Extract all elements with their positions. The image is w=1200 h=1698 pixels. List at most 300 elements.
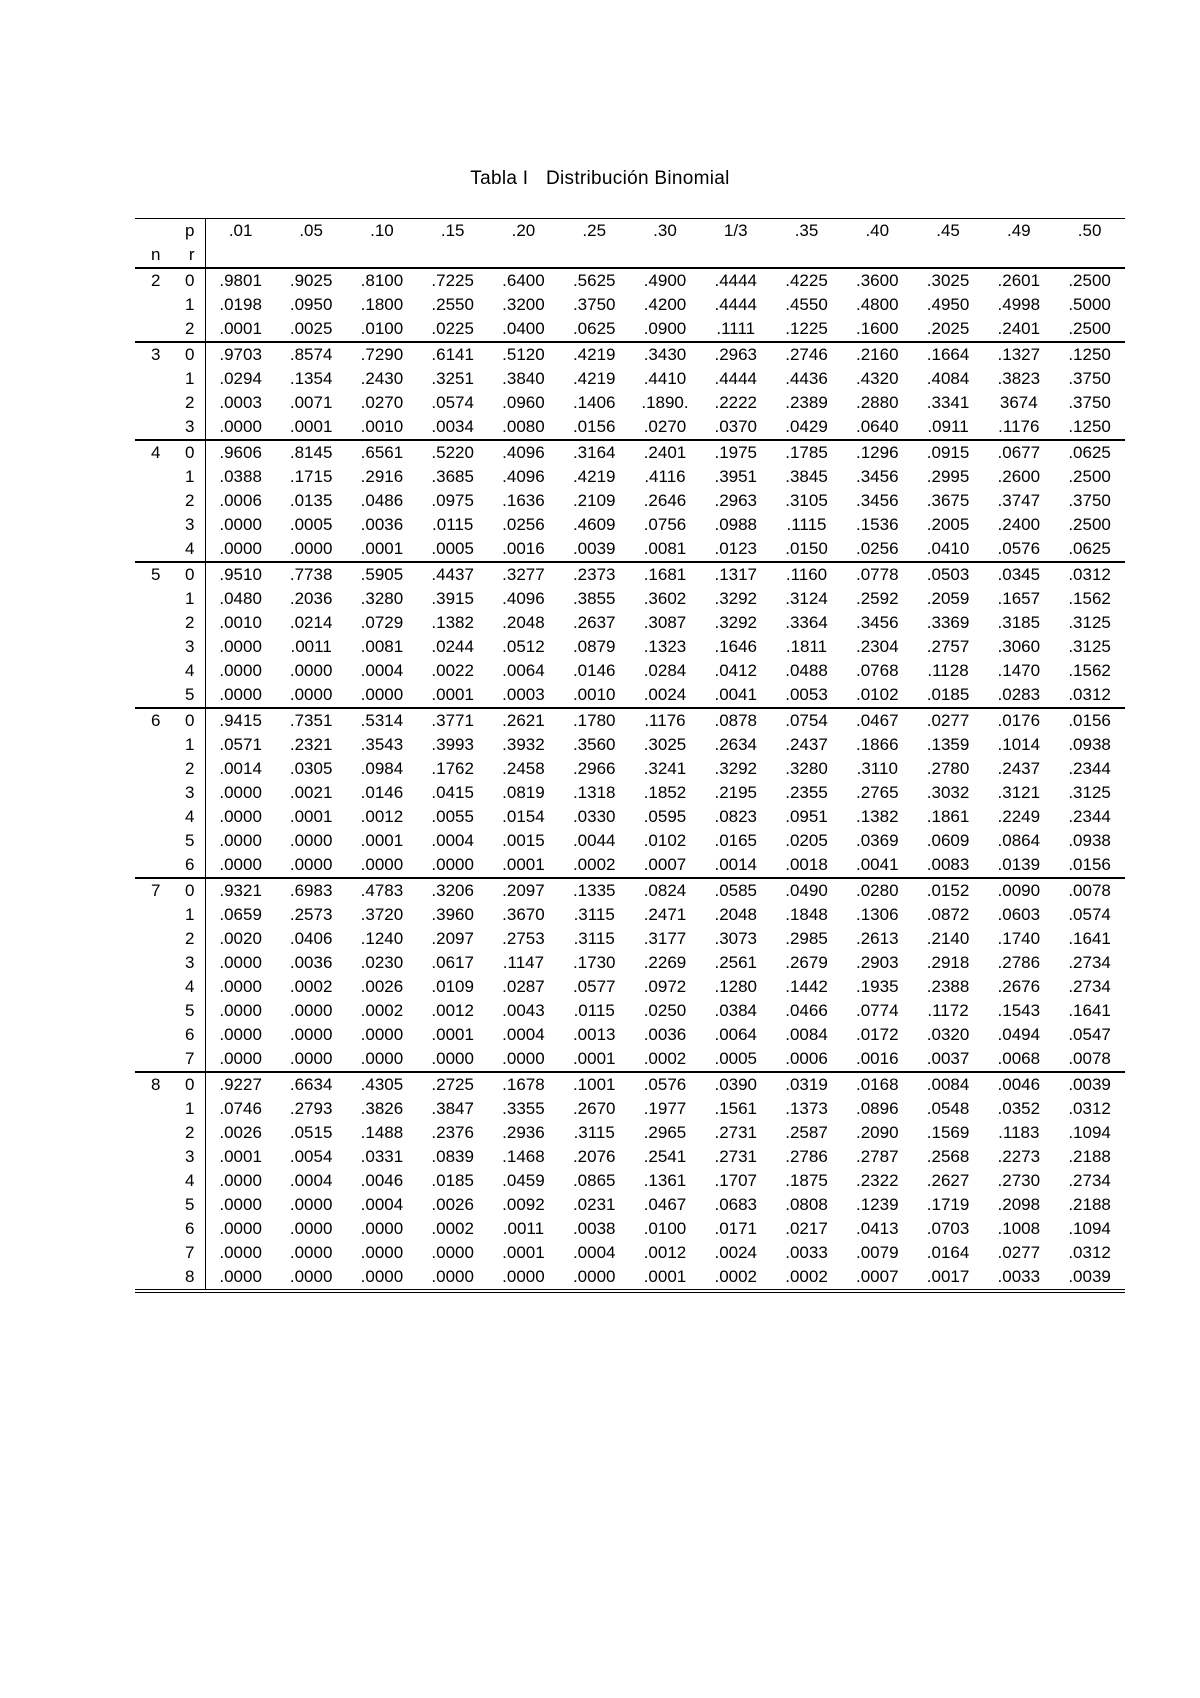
- probability-cell: .1488: [360, 1123, 404, 1142]
- probability-cell: .0595: [643, 807, 687, 826]
- probability-cell: .0839: [431, 1147, 474, 1166]
- probability-cell: .0283: [997, 685, 1041, 704]
- r-value: 5: [180, 999, 205, 1023]
- probability-cell: .0872: [926, 905, 970, 924]
- probability-cell: .2188: [1068, 1195, 1111, 1214]
- probability-cell: .0016: [856, 1049, 899, 1068]
- probability-cell: .1600: [856, 319, 899, 338]
- probability-cell: .0033: [785, 1243, 828, 1262]
- probability-cell: .0001: [289, 807, 333, 826]
- probability-cell: .1977: [643, 1099, 687, 1118]
- table-row: [135, 659, 1125, 683]
- probability-cell: .0503: [913, 562, 984, 587]
- probability-cell: .2963: [700, 342, 771, 367]
- probability-cell: .0002: [289, 977, 333, 996]
- probability-cell: .0467: [643, 1195, 687, 1214]
- probability-cell: .1323: [643, 637, 687, 656]
- table-row: [135, 1072, 1125, 1097]
- probability-cell: .1811: [785, 637, 828, 656]
- probability-cell: 3674: [999, 393, 1038, 412]
- probability-cell: .0071: [289, 393, 333, 412]
- r-value: 0: [180, 342, 205, 367]
- probability-cell: .3826: [360, 1099, 404, 1118]
- probability-cell: .0547: [1068, 1025, 1111, 1044]
- probability-cell: .0000: [219, 783, 262, 802]
- probability-cell: .0413: [856, 1219, 899, 1238]
- probability-cell: .0319: [771, 1072, 842, 1097]
- probability-cell: .4444: [714, 369, 758, 388]
- probability-cell: .6983: [276, 878, 347, 903]
- probability-cell: .0002: [572, 855, 616, 874]
- probability-cell: .9321: [205, 878, 276, 903]
- probability-cell: .0312: [1068, 1243, 1111, 1262]
- probability-cell: .0000: [488, 1265, 559, 1291]
- probability-cell: .3855: [572, 589, 616, 608]
- probability-cell: .0577: [572, 977, 616, 996]
- probability-cell: .1740: [997, 929, 1041, 948]
- r-value: 6: [180, 1023, 205, 1047]
- probability-cell: .0617: [431, 953, 474, 972]
- probability-cell: .4219: [572, 369, 616, 388]
- probability-cell: .0007: [643, 855, 687, 874]
- r-value: 3: [180, 951, 205, 975]
- probability-cell: .1707: [714, 1171, 758, 1190]
- table-row: [135, 293, 1125, 317]
- probability-cell: .2966: [572, 759, 616, 778]
- probability-cell: .5905: [347, 562, 418, 587]
- probability-cell: .2195: [714, 783, 758, 802]
- probability-cell: .2160: [842, 342, 913, 367]
- probability-cell: .2188: [1068, 1147, 1111, 1166]
- probability-cell: .9801: [205, 268, 276, 293]
- probability-cell: .2098: [997, 1195, 1041, 1214]
- table-row: [135, 1023, 1125, 1047]
- header-row-p: [135, 219, 1125, 244]
- r-value: 6: [180, 1217, 205, 1241]
- probability-cell: .0512: [502, 637, 545, 656]
- probability-cell: .0002: [360, 1001, 404, 1020]
- probability-cell: .0345: [983, 562, 1054, 587]
- probability-cell: .4609: [572, 515, 616, 534]
- probability-cell: .0034: [431, 417, 474, 436]
- probability-cell: .1296: [842, 440, 913, 465]
- probability-cell: .0000: [360, 1219, 404, 1238]
- probability-cell: .0287: [502, 977, 545, 996]
- probability-cell: .0044: [572, 831, 616, 850]
- probability-cell: .1280: [714, 977, 758, 996]
- probability-cell: .3560: [572, 735, 616, 754]
- probability-cell: .4900: [630, 268, 701, 293]
- p-value-header: 1/3: [700, 219, 771, 244]
- probability-cell: .2731: [714, 1147, 758, 1166]
- probability-cell: .0006: [785, 1049, 828, 1068]
- r-label: r: [180, 243, 205, 268]
- probability-cell: .0576: [630, 1072, 701, 1097]
- probability-cell: .2389: [785, 393, 828, 412]
- probability-cell: .0000: [360, 1025, 404, 1044]
- probability-cell: .3060: [997, 637, 1041, 656]
- probability-cell: .0975: [431, 491, 474, 510]
- probability-cell: .2025: [926, 319, 970, 338]
- probability-cell: .0084: [913, 1072, 984, 1097]
- p-label: p: [180, 219, 205, 244]
- probability-cell: .2036: [289, 589, 333, 608]
- probability-cell: .2734: [1068, 1171, 1111, 1190]
- probability-cell: .0277: [913, 708, 984, 733]
- probability-cell: .0390: [700, 1072, 771, 1097]
- probability-cell: .3292: [714, 589, 758, 608]
- probability-cell: .0021: [289, 783, 333, 802]
- p-value-header: .10: [347, 219, 418, 244]
- probability-cell: .0185: [431, 1171, 474, 1190]
- probability-cell: .0015: [502, 831, 545, 850]
- probability-cell: .3771: [417, 708, 488, 733]
- probability-cell: .0000: [205, 1265, 276, 1291]
- probability-cell: .4950: [926, 295, 970, 314]
- probability-cell: .4550: [785, 295, 828, 314]
- probability-cell: .3685: [431, 467, 474, 486]
- probability-cell: .2097: [488, 878, 559, 903]
- probability-cell: .0000: [219, 1001, 262, 1020]
- probability-cell: .3456: [856, 467, 899, 486]
- probability-cell: .1715: [289, 467, 333, 486]
- probability-cell: .1561: [714, 1099, 758, 1118]
- probability-cell: .0000: [219, 539, 262, 558]
- probability-cell: .1359: [926, 735, 970, 754]
- probability-cell: .0000: [219, 977, 262, 996]
- probability-cell: .2965: [643, 1123, 687, 1142]
- probability-cell: .0284: [643, 661, 687, 680]
- probability-cell: .1239: [856, 1195, 899, 1214]
- probability-cell: .0033: [983, 1265, 1054, 1291]
- probability-cell: .3241: [643, 759, 687, 778]
- probability-cell: .1875: [785, 1171, 828, 1190]
- probability-cell: .9025: [276, 268, 347, 293]
- probability-cell: .0330: [572, 807, 616, 826]
- p-value-header: .25: [559, 219, 630, 244]
- probability-cell: .2573: [289, 905, 333, 924]
- table-row: [135, 829, 1125, 853]
- p-value-header: .01: [205, 219, 276, 244]
- probability-cell: .0003: [219, 393, 262, 412]
- probability-cell: .0041: [856, 855, 899, 874]
- probability-cell: .0020: [219, 929, 262, 948]
- r-value: 7: [180, 1241, 205, 1265]
- probability-cell: .3747: [997, 491, 1041, 510]
- probability-cell: .0000: [219, 807, 262, 826]
- probability-cell: .0078: [1068, 1049, 1111, 1068]
- probability-cell: .0152: [913, 878, 984, 903]
- probability-cell: .3823: [997, 369, 1041, 388]
- probability-cell: .0972: [643, 977, 687, 996]
- probability-cell: .0000: [219, 953, 262, 972]
- probability-cell: .1852: [643, 783, 687, 802]
- table-row: [135, 1121, 1125, 1145]
- table-row: [135, 951, 1125, 975]
- probability-cell: .4305: [347, 1072, 418, 1097]
- probability-cell: .0038: [572, 1219, 616, 1238]
- probability-cell: .3456: [856, 613, 899, 632]
- probability-cell: .3456: [856, 491, 899, 510]
- r-value: 6: [180, 853, 205, 878]
- probability-cell: .6141: [417, 342, 488, 367]
- probability-cell: .3847: [431, 1099, 474, 1118]
- r-value: 2: [180, 757, 205, 781]
- probability-cell: .3105: [785, 491, 828, 510]
- probability-cell: .2059: [926, 589, 970, 608]
- probability-cell: .1115: [786, 515, 827, 534]
- probability-cell: .0171: [714, 1219, 758, 1238]
- probability-cell: .0603: [997, 905, 1041, 924]
- probability-cell: .3845: [785, 467, 828, 486]
- probability-cell: .0000: [219, 1025, 262, 1044]
- probability-cell: .1008: [997, 1219, 1041, 1238]
- probability-cell: .0000: [289, 1219, 333, 1238]
- probability-cell: .0068: [997, 1049, 1041, 1068]
- table-row: [135, 465, 1125, 489]
- probability-cell: .0217: [785, 1219, 828, 1238]
- r-value: 3: [180, 1145, 205, 1169]
- probability-cell: .3277: [488, 562, 559, 587]
- probability-cell: .2344: [1068, 807, 1111, 826]
- probability-cell: .7290: [347, 342, 418, 367]
- probability-cell: .0156: [572, 417, 616, 436]
- probability-cell: .1160: [771, 562, 842, 587]
- probability-cell: .0172: [856, 1025, 899, 1044]
- r-value: 2: [180, 611, 205, 635]
- probability-cell: .4116: [644, 467, 686, 486]
- probability-cell: .0165: [714, 831, 758, 850]
- probability-cell: .0000: [219, 661, 262, 680]
- probability-cell: .0677: [983, 440, 1054, 465]
- probability-cell: .1935: [856, 977, 899, 996]
- r-value: 4: [180, 537, 205, 562]
- probability-cell: .0494: [997, 1025, 1041, 1044]
- probability-cell: .2097: [431, 929, 474, 948]
- probability-cell: .4437: [417, 562, 488, 587]
- probability-cell: .0000: [289, 539, 333, 558]
- probability-cell: .2600: [997, 467, 1041, 486]
- probability-cell: .1176: [998, 417, 1040, 436]
- probability-cell: .3115: [573, 1123, 615, 1142]
- n-value: 2: [135, 268, 180, 293]
- probability-cell: .2048: [502, 613, 545, 632]
- probability-cell: .2725: [417, 1072, 488, 1097]
- probability-cell: .0004: [431, 831, 474, 850]
- probability-cell: .0102: [856, 685, 899, 704]
- probability-cell: .8574: [276, 342, 347, 367]
- probability-cell: .0100: [643, 1219, 687, 1238]
- probability-cell: .0000: [219, 1195, 262, 1214]
- probability-cell: .2786: [785, 1147, 828, 1166]
- table-row: [135, 415, 1125, 440]
- probability-cell: .6634: [276, 1072, 347, 1097]
- probability-cell: .0000: [219, 1049, 262, 1068]
- r-value: 2: [180, 1121, 205, 1145]
- probability-cell: .4225: [771, 268, 842, 293]
- probability-cell: .0878: [700, 708, 771, 733]
- probability-cell: .0064: [502, 661, 545, 680]
- table-row: [135, 1217, 1125, 1241]
- probability-cell: .1780: [559, 708, 630, 733]
- probability-cell: .0005: [714, 1049, 758, 1068]
- probability-cell: .0150: [785, 539, 828, 558]
- probability-cell: .0000: [431, 855, 474, 874]
- table-row: [135, 440, 1125, 465]
- probability-cell: .0024: [714, 1243, 758, 1262]
- probability-cell: .2734: [1068, 977, 1111, 996]
- r-value: 0: [180, 562, 205, 587]
- probability-cell: .2437: [997, 759, 1041, 778]
- probability-cell: .0369: [856, 831, 899, 850]
- probability-cell: .0046: [360, 1171, 404, 1190]
- probability-cell: .1681: [630, 562, 701, 587]
- r-value: 4: [180, 1169, 205, 1193]
- probability-cell: .2880: [856, 393, 899, 412]
- r-value: 5: [180, 829, 205, 853]
- probability-cell: .2437: [785, 735, 828, 754]
- probability-cell: .1001: [559, 1072, 630, 1097]
- probability-cell: .4444: [714, 295, 758, 314]
- probability-cell: .0054: [289, 1147, 333, 1166]
- probability-cell: .0729: [360, 613, 404, 632]
- probability-cell: .0000: [431, 1243, 474, 1262]
- r-value: 2: [180, 489, 205, 513]
- header-row-nr: [135, 243, 1125, 268]
- probability-cell: .3369: [926, 613, 970, 632]
- table-row: [135, 733, 1125, 757]
- probability-cell: .3025: [643, 735, 687, 754]
- probability-cell: .1866: [856, 735, 899, 754]
- probability-cell: .0053: [785, 685, 828, 704]
- probability-cell: .3915: [431, 589, 474, 608]
- probability-cell: .0135: [289, 491, 333, 510]
- probability-cell: .0823: [714, 807, 758, 826]
- probability-cell: .2500: [1068, 319, 1111, 338]
- probability-cell: .1094: [1068, 1219, 1111, 1238]
- probability-cell: .3543: [360, 735, 404, 754]
- probability-cell: .0011: [502, 1219, 545, 1238]
- probability-cell: .0000: [289, 855, 333, 874]
- probability-cell: .0000: [289, 1025, 333, 1044]
- probability-cell: .1470: [997, 661, 1041, 680]
- probability-cell: .1335: [559, 878, 630, 903]
- p-value-header: .20: [488, 219, 559, 244]
- probability-cell: .2458: [502, 759, 545, 778]
- probability-cell: .0002: [643, 1049, 687, 1068]
- probability-cell: .0270: [360, 393, 404, 412]
- probability-cell: .1172: [927, 1001, 969, 1020]
- n-value: 6: [135, 708, 180, 733]
- probability-cell: .0960: [502, 393, 545, 412]
- probability-cell: .0011: [290, 637, 332, 656]
- probability-cell: .3280: [360, 589, 404, 608]
- probability-cell: .2936: [502, 1123, 545, 1142]
- probability-cell: .0000: [219, 685, 262, 704]
- probability-cell: .4783: [347, 878, 418, 903]
- probability-cell: .6400: [488, 268, 559, 293]
- probability-cell: .0017: [913, 1265, 984, 1291]
- probability-cell: .3032: [926, 783, 970, 802]
- probability-cell: .0002: [700, 1265, 771, 1291]
- probability-cell: .0198: [219, 295, 262, 314]
- probability-cell: .0005: [431, 539, 474, 558]
- probability-cell: .0164: [926, 1243, 970, 1262]
- probability-cell: .2634: [714, 735, 758, 754]
- probability-cell: .0176: [983, 708, 1054, 733]
- r-value: 3: [180, 513, 205, 537]
- probability-cell: .1636: [502, 491, 545, 510]
- probability-cell: .0915: [913, 440, 984, 465]
- table-row: [135, 1241, 1125, 1265]
- n-value: 7: [135, 878, 180, 903]
- probability-cell: .2670: [572, 1099, 616, 1118]
- r-value: 5: [180, 1193, 205, 1217]
- probability-cell: .2646: [643, 491, 687, 510]
- probability-cell: .0746: [219, 1099, 262, 1118]
- probability-cell: .3164: [559, 440, 630, 465]
- probability-cell: .0036: [289, 953, 333, 972]
- probability-cell: .5625: [559, 268, 630, 293]
- probability-cell: .0000: [502, 1049, 545, 1068]
- probability-cell: .0429: [785, 417, 828, 436]
- probability-cell: .0938: [1068, 735, 1111, 754]
- probability-cell: .1785: [771, 440, 842, 465]
- probability-cell: .0000: [289, 1195, 333, 1214]
- probability-cell: .0012: [360, 807, 404, 826]
- r-value: 2: [180, 927, 205, 951]
- probability-cell: .3185: [997, 613, 1041, 632]
- table-row: [135, 1193, 1125, 1217]
- probability-cell: .0230: [360, 953, 404, 972]
- table-row: [135, 999, 1125, 1023]
- probability-cell: .0000: [219, 1219, 262, 1238]
- probability-cell: .1678: [488, 1072, 559, 1097]
- probability-cell: .1111: [716, 319, 756, 338]
- probability-cell: .4096: [488, 440, 559, 465]
- probability-cell: .0000: [559, 1265, 630, 1291]
- probability-cell: .0205: [785, 831, 828, 850]
- table-row: [135, 342, 1125, 367]
- probability-cell: .3115: [573, 929, 615, 948]
- r-value: 1: [180, 465, 205, 489]
- probability-cell: .0025: [289, 319, 333, 338]
- probability-cell: .0214: [289, 613, 333, 632]
- probability-cell: .4096: [502, 467, 545, 486]
- table-row: [135, 878, 1125, 903]
- probability-cell: .0007: [842, 1265, 913, 1291]
- probability-cell: .2322: [856, 1171, 899, 1190]
- table-name: Distribución Binomial: [545, 168, 730, 189]
- probability-cell: .0036: [643, 1025, 687, 1044]
- probability-cell: .2963: [714, 491, 758, 510]
- probability-cell: .0014: [219, 759, 262, 778]
- probability-cell: .9415: [205, 708, 276, 733]
- probability-cell: .2613: [856, 929, 899, 948]
- probability-cell: .0000: [417, 1265, 488, 1291]
- table-row: [135, 927, 1125, 951]
- probability-cell: .0768: [856, 661, 899, 680]
- probability-cell: .0576: [997, 539, 1041, 558]
- probability-cell: .2734: [1068, 953, 1111, 972]
- probability-cell: .0037: [926, 1049, 970, 1068]
- probability-cell: .2500: [1054, 268, 1125, 293]
- probability-cell: .2903: [856, 953, 899, 972]
- probability-cell: .0352: [997, 1099, 1041, 1118]
- probability-cell: .0001: [219, 1147, 262, 1166]
- probability-cell: .2376: [431, 1123, 474, 1142]
- probability-cell: .0001: [630, 1265, 701, 1291]
